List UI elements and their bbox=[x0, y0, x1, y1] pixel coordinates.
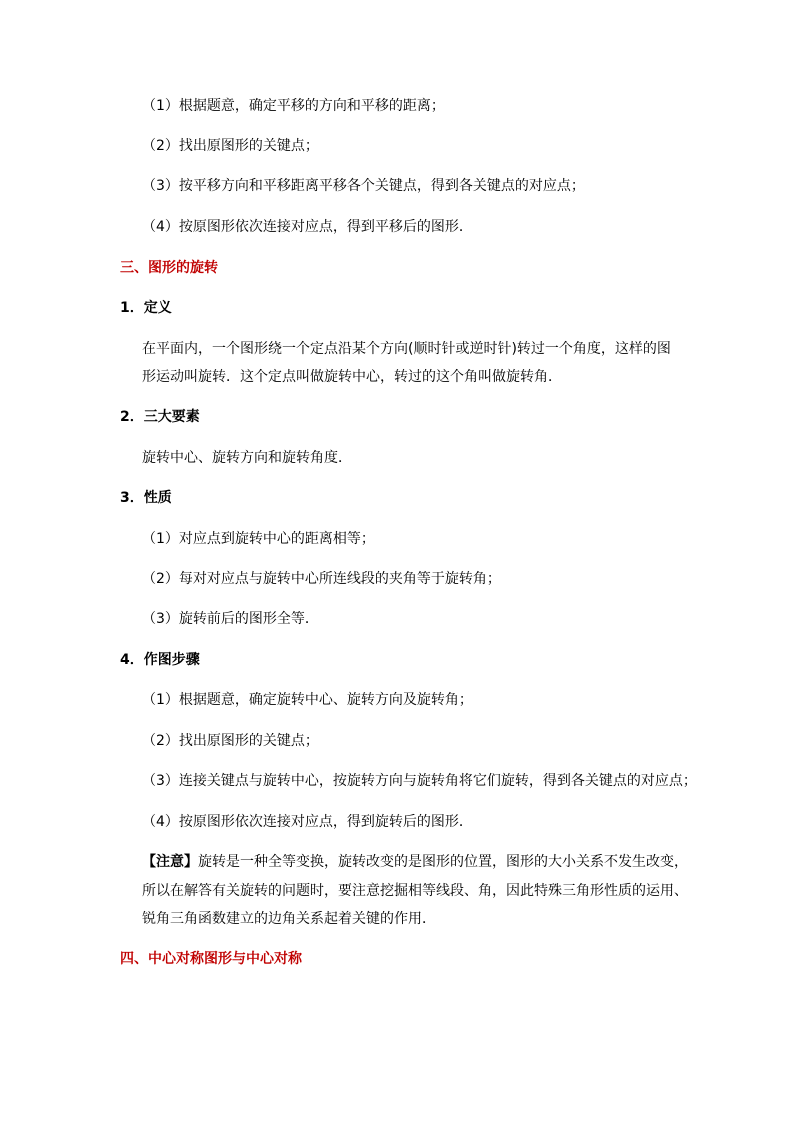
rotation-step-3: （3）连接关键点与旋转中心，按旋转方向与旋转角将它们旋转，得到各关键点的对应点； bbox=[142, 773, 697, 789]
translation-step-4: （4）按原图形依次连接对应点，得到平移后的图形． bbox=[142, 219, 473, 235]
rotation-step-2: （2）找出原图形的关键点； bbox=[142, 733, 319, 749]
rotation-step-4: （4）按原图形依次连接对应点，得到旋转后的图形． bbox=[142, 814, 473, 830]
note-line-1 bbox=[142, 852, 688, 872]
translation-step-1: （1）根据题意，确定平移的方向和平移的距离； bbox=[142, 98, 445, 114]
note-line-1-text: 旋转是一种全等变换，旋转改变的是图形的位置，图形的大小关系不发生改变， bbox=[198, 854, 688, 870]
note-line-2: 所以在解答有关旋转的问题时，要注意挖掘相等线段、角，因此特殊三角形性质的运用、 bbox=[142, 883, 688, 899]
subheading-steps: 4．作图步骤 bbox=[120, 652, 200, 668]
translation-step-2: （2）找出原图形的关键点； bbox=[142, 138, 319, 154]
note-line-3: 锐角三角函数建立的边角关系起着关键的作用． bbox=[142, 911, 436, 927]
definition-line-2: 形运动叫旋转．这个定点叫做旋转中心，转过的这个角叫做旋转角． bbox=[142, 369, 562, 385]
rotation-step-1: （1）根据题意，确定旋转中心、旋转方向及旋转角； bbox=[142, 692, 473, 708]
subheading-elements: 2．三大要素 bbox=[120, 409, 200, 425]
section-heading-central-symmetry: 四、中心对称图形与中心对称 bbox=[120, 951, 302, 967]
subheading-properties: 3．性质 bbox=[120, 490, 172, 506]
translation-step-3: （3）按平移方向和平移距离平移各个关键点，得到各关键点的对应点； bbox=[142, 178, 585, 194]
section-heading-rotation: 三、图形的旋转 bbox=[120, 260, 218, 276]
definition-line-1: 在平面内，一个图形绕一个定点沿某个方向(顺时针或逆时针)转过一个角度，这样的图 bbox=[142, 341, 671, 357]
note-label: 【注意】 bbox=[142, 854, 198, 870]
property-item-2: （2）每对对应点与旋转中心所连线段的夹角等于旋转角； bbox=[142, 571, 501, 587]
property-item-3: （3）旋转前后的图形全等． bbox=[142, 611, 319, 627]
elements-text: 旋转中心、旋转方向和旋转角度． bbox=[142, 450, 352, 466]
property-item-1: （1）对应点到旋转中心的距离相等； bbox=[142, 531, 375, 547]
subheading-definition: 1．定义 bbox=[120, 300, 172, 316]
